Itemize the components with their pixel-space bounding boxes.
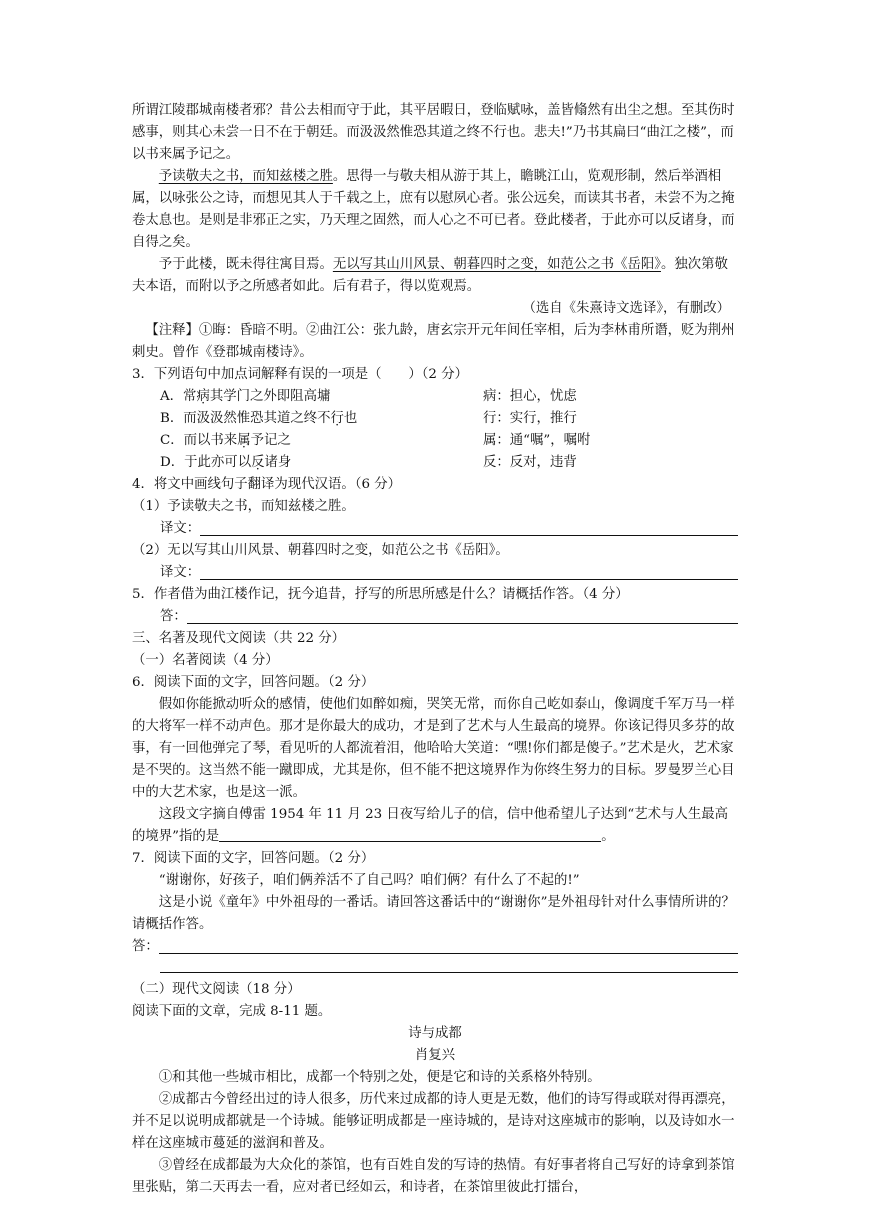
section-3-2-title: （二）现代文阅读（18 分） (132, 982, 301, 997)
q7-quote: “谢谢你，好孩子，咱们俩养活不了自己吗？咱们俩？有什么了不起的!” (158, 873, 580, 888)
q4-answer-1[interactable]: 译文： (132, 518, 738, 540)
q3-option-a: A．常病其学门之外即阻高墉 病：担心，忧虑 (160, 389, 577, 404)
article-author: 肖复兴 (414, 1048, 456, 1063)
q6-answer-blank[interactable] (219, 827, 601, 842)
q3-option-b: B．而汲汲然惟恐其道之终不行也 行：实行，推行 (160, 411, 577, 426)
passage-note: 【注释】①晦：昏暗不明。②曲江公：张九龄，唐玄宗开元年间任宰相，后为李林甫所谮，贬为荆州刺史。曾作《登郡城南楼诗》。 (132, 323, 735, 360)
passage-paragraph-1: 所谓江陵郡城南楼者邪？昔公去相而守于此，其平居暇日，登临赋咏，盖皆翛然有出尘之想。至其伤时感事，则其心未尝一日不在于朝廷。而汲汲然惟恐其道之终不行也。悲夫!”乃书其扁曰“曲江之楼”，而以书来属予记之。 (132, 103, 735, 162)
q7-answer[interactable]: 答： (132, 936, 738, 958)
q7-stem: 7．阅读下面的文字，回答问题。（2 分） (132, 851, 375, 866)
q3-option-d: D．于此亦可以反诸身 反：反对，违背 (160, 455, 577, 470)
q6-question: 这段文字摘自傅雷 1954 年 11 月 23 日夜写给儿子的信，信中他希望儿子达到“艺术与人生最高的境界”指的是 。 (132, 807, 729, 844)
passage-paragraph-3: 予于此楼，既未得往寓目焉。无以写其山川风景、朝暮四时之变，如范公之书《岳阳》。独次第敬夫本语，而附以予之所感者如此。后有君子，得以览观焉。 (132, 257, 728, 294)
q4-stem: 4．将文中画线句子翻译为现代汉语。（6 分） (132, 477, 402, 492)
section-3-1-title: （一）名著阅读（4 分） (132, 653, 279, 668)
q6-stem: 6．阅读下面的文字，回答问题。（2 分） (132, 675, 375, 690)
q5-stem: 5．作者借为曲江楼作记，抚今追昔，抒写的所思所感是什么？请概括作答。（4 分） (132, 587, 629, 602)
q3-stem: 3．下列语句中加点词解释有误的一项是（ ）（2 分） (132, 367, 468, 382)
article-paragraph-2: ②成都古今曾经出过的诗人很多，历代来过成都的诗人更是无数，他们的诗写得或联对得再漂亮，并不足以说明成都就是一个诗城。能够证明成都是一座诗城的，是诗对这座城市的影响，以及诗如水一样在这座城市蔓延的滋润和普及。 (132, 1092, 735, 1151)
q5-answer[interactable]: 答： (132, 606, 738, 628)
q6-passage: 假如你能掀动听众的感情，使他们如醉如痴，哭笑无常，而你自己屹如泰山，像调度千军万马一样的大将军一样不动声色。那才是你最大的成功，才是到了艺术与人生最高的境界。你该记得贝多芬的故事，有一回他弹完了琴，看见听的人都流着泪，他哈哈大笑道：“嘿!你们都是傻子。”艺术是火，艺术家是不哭的。这当然不能一蹴即成，尤其是你，但不能不把这境界作为你终生努力的目标。罗曼罗兰心目中的大艺术家，也是这一派。 (132, 697, 735, 800)
section-3-title: 三、名著及现代文阅读（共 22 分） (132, 631, 346, 646)
article-paragraph-3: ③曾经在成都最为大众化的茶馆，也有百姓自发的写诗的热情。有好事者将自己写好的诗拿到茶馆里张贴，第二天再去一看，应对者已经如云，和诗者，在茶馆里彼此打擂台， (132, 1158, 735, 1195)
q4-sentence-1: （1）予读敬夫之书，而知兹楼之胜。 (132, 499, 355, 514)
underlined-sentence-2: 无以写其山川风景、朝暮四时之变，如范公之书《岳阳》 (332, 257, 661, 272)
passage-source: （选自《朱熹诗文选译》，有删改） (522, 301, 730, 316)
exam-page (132, 100, 738, 1199)
article-paragraph-1: ①和其他一些城市相比，成都一个特别之处，便是它和诗的关系格外特别。 (158, 1070, 601, 1085)
section-3-2-instruction: 阅读下面的文章，完成 8-11 题。 (132, 1004, 332, 1019)
q7-question: 这是小说《童年》中外祖母的一番话。请回答这番话中的“谢谢你”是外祖母针对什么事情所讲的？请概括作答。 (132, 895, 735, 932)
q4-sentence-2: （2）无以写其山川风景、朝暮四时之变，如范公之书《岳阳》。 (132, 543, 509, 558)
passage-paragraph-2: 予读敬夫之书，而知兹楼之胜。思得一与敬夫相从游于其上，瞻眺江山，览观形制，然后举酒相属，以咏张公之诗，而想见其人于千载之上，庶有以慰夙心者。张公远矣，而读其书者，未尝不为之掩卷太息也。是则是非邪正之实，乃天理之固然，而人心之不可已者。登此楼者，于此亦可以反诸身，而自得之矣。 (132, 169, 735, 250)
underlined-sentence-1: 予读敬夫之书，而知兹楼之胜 (158, 169, 333, 184)
q3-option-c: C．而以书来属予记之 属：通“嘱”，嘱咐 (160, 433, 591, 448)
q4-answer-2[interactable]: 译文： (132, 562, 738, 584)
q7-answer-line-2[interactable] (160, 958, 738, 973)
article-title: 诗与成都 (408, 1026, 462, 1041)
